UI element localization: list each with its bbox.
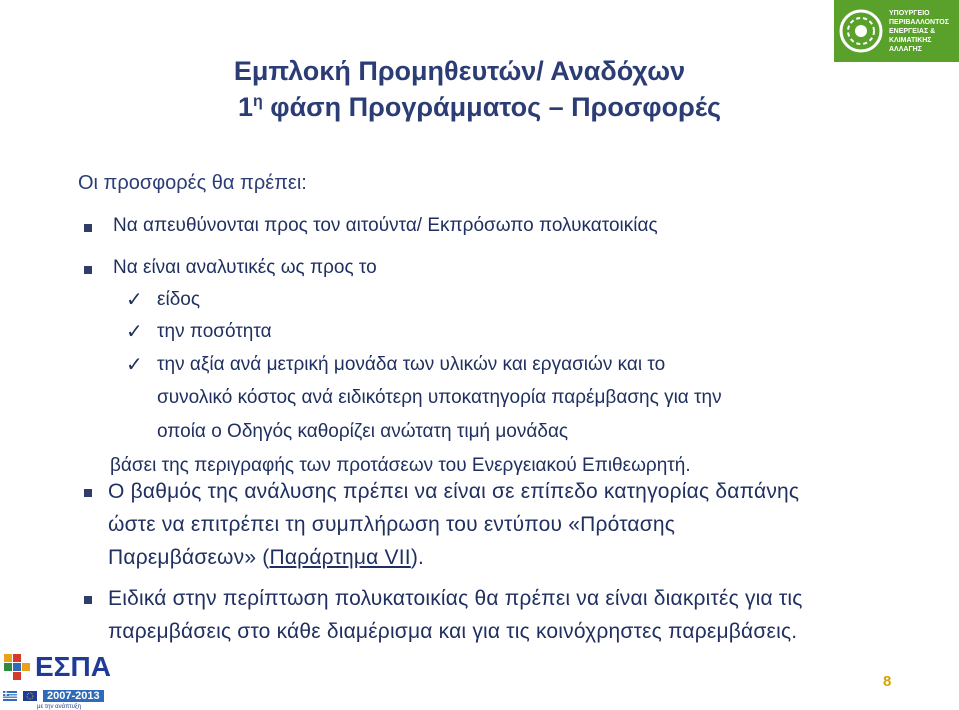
slide-subtitle-line — [0, 92, 959, 123]
bullet-text-post: ). — [410, 546, 425, 569]
bullet-text: Ο βαθμός της ανάλυσης πρέπει να είναι σε επίπεδο κατηγορίας δαπάνης — [108, 480, 800, 503]
bullet-text: Να απευθύνονται προς τον αιτούντα/ Εκπρόσωπο πολυκατοικίας — [113, 215, 658, 236]
annex-vii-link[interactable]: Παράρτημα VII — [269, 546, 411, 569]
ministry-logo — [834, 0, 959, 62]
check-item-text: συνολικό κόστος ανά ειδικότερη υποκατηγορία παρέμβασης για την — [157, 387, 722, 408]
check-item-text: την ποσότητα — [157, 321, 272, 342]
checkmark-icon: ✓ — [126, 287, 143, 311]
square-bullet-icon — [84, 266, 92, 274]
leaf-emblem-icon — [839, 9, 883, 53]
checkmark-icon: ✓ — [126, 352, 143, 376]
square-bullet-icon — [84, 489, 92, 497]
espa-logo — [3, 651, 123, 710]
ministry-logo-text: ΥΠΟΥΡΓΕΙΟ ΠΕΡΙΒΑΛΛΟΝΤΟΣ ΕΝΕΡΓΕΙΑΣ & ΚΛΙΜΑΤΙΚΗΣ ΑΛΛΑΓΗΣ — [889, 9, 949, 53]
espa-name: ΕΣΠΑ — [35, 651, 111, 682]
bullet-text: Ειδικά στην περίπτωση πολυκατοικίας θα πρέπει να είναι διακριτές για τις — [108, 587, 803, 610]
title-phase-sup: η — [252, 93, 263, 110]
bullet-text-pre: Παρεμβάσεων» ( — [108, 546, 270, 569]
bullet-text: Να είναι αναλυτικές ως προς το — [113, 257, 377, 278]
espa-cube-icon — [3, 652, 31, 682]
bullet-text: ώστε να επιτρέπει τη συμπλήρωση του εντύπου «Πρότασης — [108, 513, 676, 536]
title-phase-number: 1 — [237, 92, 253, 122]
espa-years: 2007-2013 — [43, 690, 104, 702]
check-item-text: βάσει της περιγραφής των προτάσεων του Ενεργειακού Επιθεωρητή. — [110, 455, 691, 476]
title-phase-text: φάση Προγράμματος – Προσφορές — [262, 92, 722, 122]
check-item-text: είδος — [157, 289, 200, 310]
bullet-text: παρεμβάσεις στο κάθε διαμέρισμα και για τις κοινόχρηστες παρεμβάσεις. — [108, 620, 798, 643]
check-item-text: οποία ο Οδηγός καθορίζει ανώτατη τιμή μονάδας — [157, 421, 569, 442]
greek-flag-icon — [3, 691, 17, 701]
check-item-text: την αξία ανά μετρική μονάδα των υλικών και εργασιών και το — [157, 354, 666, 375]
espa-slogan: με την ανάπτυξη — [37, 704, 81, 710]
page-number: 8 — [883, 673, 892, 690]
square-bullet-icon — [84, 224, 92, 232]
section-heading: Οι προσφορές θα πρέπει: — [78, 172, 307, 194]
bullet-text-line — [108, 546, 424, 570]
square-bullet-icon — [84, 596, 92, 604]
slide-title: Εμπλοκή Προμηθευτών/ Αναδόχων — [233, 56, 686, 86]
eu-flag-icon — [23, 691, 37, 701]
checkmark-icon: ✓ — [126, 319, 143, 343]
